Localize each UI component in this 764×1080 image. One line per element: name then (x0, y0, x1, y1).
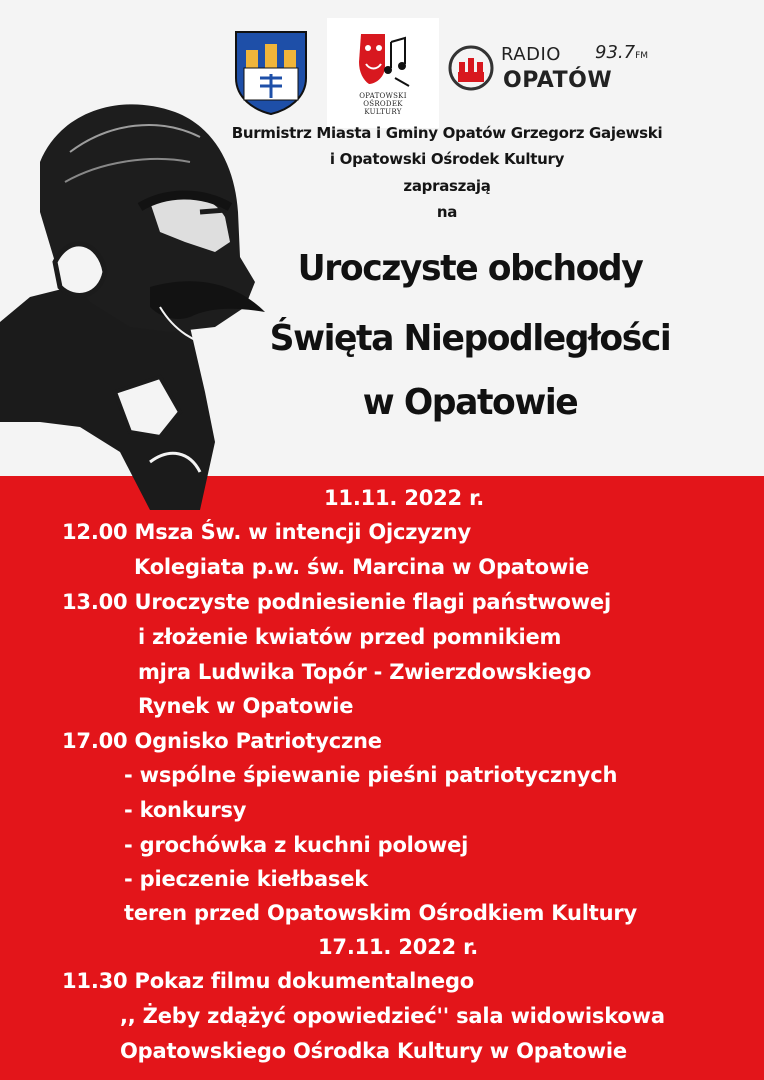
event-time-line: 12.00 Msza Św. w intencji Ojczyzny (62, 520, 472, 544)
radio-word: RADIO (501, 44, 561, 65)
okk-name-line: OPATOWSKI (359, 92, 407, 100)
headline-line: Święta Niepodległości (269, 318, 671, 359)
event-place-line: Rynek w Opatowie (138, 694, 354, 718)
event-time-line: 13.00 Uroczyste podniesienie flagi państwowej (62, 590, 611, 614)
event-detail-line: Opatowskiego Ośrodka Kultury w Opatowie (120, 1039, 627, 1063)
event-detail-line: ,, Żeby zdążyć opowiedzieć'' sala widowiskowa (120, 1004, 665, 1028)
theatre-mask-icon (355, 28, 415, 92)
event-place-line: Kolegiata p.w. św. Marcina w Opatowie (134, 555, 590, 579)
invitation-line: zapraszają (403, 177, 491, 195)
event-list-item: - konkursy (124, 798, 247, 822)
radio-logo (447, 42, 667, 98)
event-place-line: teren przed Opatowskim Ośrodkiem Kultury (124, 901, 637, 925)
headline-line: w Opatowie (362, 382, 578, 423)
okk-name (327, 92, 439, 116)
radio-frequency (595, 42, 648, 63)
event-detail-line: mjra Ludwika Topór - Zwierzdowskiego (138, 660, 592, 684)
radio-fm: FM (635, 51, 649, 61)
radio-freq-value: 93.7 (595, 42, 636, 63)
logo-row (0, 18, 764, 128)
event-list-item: - wspólne śpiewanie pieśni patriotycznych (124, 763, 618, 787)
event-time-line: 11.30 Pokaz filmu dokumentalnego (62, 969, 475, 993)
event-detail-line: i złożenie kwiatów przed pomnikiem (138, 625, 562, 649)
event-date: 17.11. 2022 r. (318, 935, 479, 959)
radio-city: OPATÓW (503, 68, 613, 93)
okk-logo (327, 18, 439, 128)
coat-of-arms-icon (232, 28, 310, 116)
event-list-item: - pieczenie kiełbasek (124, 867, 369, 891)
radio-castle-icon (447, 44, 495, 92)
invitation-line: na (436, 203, 458, 221)
event-list-item: - grochówka z kuchni polowej (124, 833, 469, 857)
event-time-line: 17.00 Ognisko Patriotyczne (62, 729, 382, 753)
event-date: 11.11. 2022 r. (324, 486, 485, 510)
invitation-line: i Opatowski Ośrodek Kultury (329, 150, 565, 168)
headline-line: Uroczyste obchody (297, 248, 643, 289)
okk-name-line: OŚRODEK (363, 100, 403, 108)
invitation-line: Burmistrz Miasta i Gminy Opatów Grzegorz Gajewski (231, 124, 663, 142)
okk-name-line: KULTURY (364, 108, 402, 116)
